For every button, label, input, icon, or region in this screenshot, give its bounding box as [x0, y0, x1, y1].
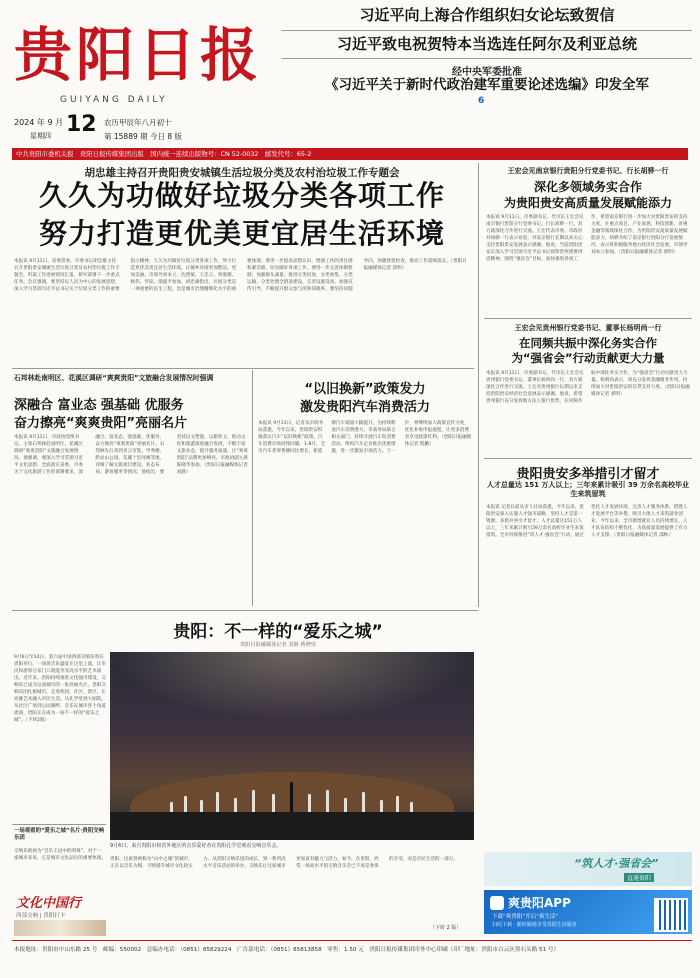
issue-date: 2024 年 9 月 [14, 118, 64, 127]
masthead-title [14, 12, 264, 98]
right-article-2-body: 本报讯 9月11日，市委副书记、代市长王宏会见贵州银行党委书记、董事长杨明尚一行，双方就深化合作进行交流。王宏对贵州银行长期以来支持贵阳贵安经济社会发展表示感谢。他说，希望贵州银行充分发挥地方法人银行优势，在同频共振中深化务实合作，为“强省会”行动贡献更大力量。杨明尚表示，将充分发挥金融服务作用，持续加大对贵阳贵安的信贷支持力度。（贵阳日报融媒体记者 郭明） [486, 371, 690, 404]
right-article-2-kicker: 王宏会见贵州银行党委书记、董事长杨明尚一行 [514, 324, 662, 332]
issue-number: 第 15889 期 今日 8 版 [104, 132, 183, 141]
headline-military[interactable]: 《习近平关于新时代政治建军重要论述选编》印发全军 [325, 77, 649, 93]
divider [484, 458, 692, 459]
stage-lights [110, 652, 474, 722]
vertical-divider [252, 370, 253, 606]
mid-left-kicker: 石邦林赴南明区、花溪区调研“爽爽贵阳”文旅融合发展情况时强调 [14, 374, 214, 382]
right-article-2-title-1[interactable]: 在同频共振中深化务实合作 [519, 336, 657, 350]
continue-note[interactable]: （下转 2 版） [430, 925, 462, 931]
feature-body: 9月6日至14日，第六届中国西部交响乐周在贵阳举行。一场场音乐盛宴在这里上演，让市民和游客在家门口就能享受高水平的艺术演出。近年来，贵阳持续推进文化强市建设，交响乐已成为这座城市的一张亮丽名片。贵阳交响乐团扎根城市，走进校园、社区、景区，让高雅艺术融入市民生活。从孔学堂到大剧院，从社区广场到公园湖畔，音乐在城市各个角落流淌，贵阳正在成为一座不一样的“爱乐之城”。（下转2版） [14, 655, 106, 723]
feature-title[interactable]: 贵阳：不一样的“爱乐之城” [173, 622, 383, 642]
lead-body: 本报讯 9月11日，省委常委、市委书记胡忠雄主持召开贵阳贵安城镇生活垃圾分类及农村治垃圾工作专题会，听取工作进展情况汇报，研究部署下一步重点任务。会议强调，要坚持以人民为中心的发展思想，深入学习贯彻习近平总书记关于垃圾分类工作的重要指示精神，久久为功做好垃圾分类各项工作，努力打造更优美更宜居生活环境，让城乡环境更加整洁、更加美丽。市领导刘本立、沈建斌、王忠云、周康德、杨伟、罗琼、梁盛平参加。胡忠雄指出，垃圾分类是一项重要的民生工程，也是城市治理精细化水平的重要体现。要进一步提高思想认识，增强工作的责任感和紧迫感，切实做好各项工作。要进一步完善体制机制，加强源头减量，推进分类投放、分类收集、分类运输、分类处理全链条建设，完善设施设备，加强宣传引导，不断提升群众参与度和知晓率。要坚持问题导向，加强督促检查，推动工作落细落实。（贵阳日报融媒体记者 郭明） [14, 259, 467, 292]
mid-center-body: 本报讯 9月11日，记者从市商务局获悉，今年以来，贵阳贵安积极落实汽车“以旧换新”政策，汽车消费市场持续回暖。1-8月，全市汽车类零售额同比增长，新能源汽车销量大幅提升。为持续释放汽车消费潜力，市商务局联合相关部门，持续开展汽车促消费活动，组织汽车企业推出优惠措施，进一步激发市场活力。下一步，将继续加大政策宣传力度，优化补贴申报流程，让更多消费者享受政策红利。（贵阳日报融媒体记者 程鹏） [258, 421, 472, 454]
divider [484, 318, 692, 319]
culture-ad-body: 交响乐被视为“音乐王冠中的明珠”。对于一座城市来说，它是城市文化品位的重要体现。 [14, 849, 106, 861]
mid-center-title-2[interactable]: 激发贵阳汽车消费活力 [299, 400, 430, 415]
app-banner[interactable] [484, 890, 692, 934]
lead-kicker: 胡忠雄主持召开贵阳贵安城镇生活垃圾分类及农村治垃圾工作专题会 [84, 167, 400, 179]
divider [12, 610, 478, 611]
right-article-3-sub: 人才总量达 151 万人以上；三年来累计吸引 39 万余名高校毕业生来筑留筑 [486, 481, 690, 498]
right-article-3-title[interactable]: 贵阳贵安多举措引才留才 [516, 467, 660, 482]
audience [110, 812, 474, 840]
headline-sco-women-forum[interactable]: 习近平向上海合作组织妇女论坛致贺信 [359, 6, 615, 24]
footer-text: 本报地址：贵阳市中山东路 25 号 邮编：550002 总编办电话：（0851）85829224 广告部电话：（0851）85813858 零售：1.50 元 贵阳日报传媒集团印务中心印刷（印厂地址：贵阳市白云区黑石头路 51 号） [14, 947, 560, 953]
right-article-3-body: 本报讯 记者日前从市人社局获悉，今年以来，贵阳贵安深入实施人才强市战略，坚持人才是第一资源，多措并举引才留才，人才总量达151万人以上，三年来累计吸引39万余名高校毕业生来筑留筑。全市持续推进“筑人才·强省会”行动，通过优化人才发展环境、完善人才服务体系、搭建人才发展平台等举措，吸引大批人才来筑就业创业。今年以来，全市新增就业人员持续增长，人才队伍结构不断优化，为高质量发展提供了有力人才支撑。（贵阳日报融媒体记者 邵秋） [486, 505, 688, 538]
lead-title-2[interactable]: 努力打造更优美更宜居生活环境 [38, 217, 445, 250]
app-title: 爽贵阳APP [508, 896, 571, 910]
divider [12, 824, 106, 825]
mid-left-title-2[interactable]: 奋力擦亮“爽爽贵阳”亮丽名片 [14, 416, 188, 431]
footer-rule [12, 940, 692, 941]
culture-ad-title[interactable]: 文化中国行 [16, 896, 82, 911]
newspaper-logo: 贵阳日报 [14, 21, 263, 89]
feature-byline: 贵阳日报融媒体记者 刘静 蒋晓男 [240, 642, 316, 648]
masthead-strip-text: 中共贵阳市委机关报 贵阳日报传媒集团出版 国内统一连续出版物号：CN 52-0032 邮发代号：65-2 [16, 150, 312, 158]
mid-left-body: 本报讯 9月11日，市政协党组书记、主席石邦林赴南明区、花溪区调研“爽爽贵阳”文旅融合发展情况。他强调，要深入学习贯彻习近平文化思想，全面落实省委、市委关于文化旅游工作的部署要求，深融合、富业态、强基础、优服务，奋力擦亮“爽爽贵阳”亮丽名片。石邦林先后来到青云市集、甲秀楼、黔灵山公园、花溪十里河滩等地，详细了解文旅项目建设、业态布局、游客服务等情况。他指出，要坚持以文塑旅、以旅彰文，推动文化和旅游深度融合发展，不断丰富文旅业态，提升服务质量，让“爽爽贵阳”品牌更加响亮。市政协副主席陈晓华参加。（贵阳日报融媒体记者 刘静） [14, 435, 248, 475]
mid-left-title-1[interactable]: 深融合 富业态 强基础 优服务 [14, 398, 184, 413]
app-line-2: 扫码下载 · 随时随地享受贵阳生活服务 [492, 922, 577, 928]
talent-banner-line-2: 直通贵阳 [624, 873, 654, 882]
headline-kicker: 经中央军委批准 [452, 67, 522, 78]
qr-code-icon[interactable] [654, 898, 688, 932]
divider [282, 58, 692, 59]
feature-body-cont: 贵阳，这座曾被称为“山中之城”的城市，正在以音乐为媒，不断提升城市文化软实力。从贵阳交响乐团的成长，到一系列高水平音乐活动的举办，交响乐让这座城市更加富有魅力与活力。如今，在贵阳，欣赏一场高水平的交响音乐会已不再是奢侈的享受，而是市民生活的一部分。 [110, 857, 458, 869]
feature-caption: 9月6日，来自贵阳市和省外地区的音乐爱好者在贵阳孔学堂观看交响音乐会。 [110, 843, 282, 849]
orchestra-photo [110, 652, 474, 840]
right-article-1-title-1[interactable]: 深化多领域务实合作 [533, 180, 642, 194]
right-article-1-body: 本报讯 9月11日，市委副书记、代市长王宏会见南京银行贵阳分行党委书记、行长胡骅一行，双方就深化合作进行交流。王宏代表市委、市政府对胡骅一行表示欢迎，对南京银行长期以来关心支持贵阳贵安发展表示感谢。他说，当前贵阳贵安正深入学习贯彻习近平总书记视察贵州重要讲话精神，围绕“强省会”目标，加快推进各项工作，希望南京银行进一步加大对贵阳贵安的支持力度，在重点项目、产业发展、科技创新、普惠金融等领域深化合作，为贵阳贵安高质量发展赋能添力。胡骅介绍了南京银行贵阳分行发展情况，表示将积极服务地方经济社会发展。市领导刘本立参加。（贵阳日报融媒体记者 郭明） [486, 215, 688, 262]
issue-day-number: 12 [66, 112, 97, 137]
right-article-1-title-2[interactable]: 为贵阳贵安高质量发展赋能添力 [503, 196, 672, 210]
culture-ad-sub: 西部交响 | 贵阳打卡 [16, 913, 66, 919]
headline-algeria[interactable]: 习近平致电祝贺特本当选连任阿尔及利亚总统 [336, 35, 637, 53]
culture-ad-kicker: 一场观看的“爱乐之城”名片·贵阳交响乐团 [14, 828, 104, 841]
right-article-1-kicker: 王宏会见南京银行贵阳分行党委书记、行长胡骅一行 [507, 167, 669, 175]
page-ref[interactable]: 6 [478, 96, 485, 106]
lunar-date: 农历甲辰年八月初十 [104, 118, 172, 127]
divider [12, 368, 474, 369]
mid-center-title-1[interactable]: “以旧换新”政策发力 [304, 382, 426, 397]
issue-weekday: 星期四 [30, 132, 51, 140]
right-article-2-title-2[interactable]: 为“强省会”行动贡献更大力量 [511, 351, 665, 365]
masthead-subtitle: GUIYANG DAILY [60, 95, 168, 105]
talent-banner-line-1: “筑人才·强省会” [574, 857, 659, 870]
divider [282, 30, 692, 31]
app-line-1: 下载“爽贵阳”开启“爽生活” [492, 914, 559, 920]
culture-ad-image [14, 920, 106, 936]
talent-banner[interactable] [484, 852, 692, 886]
lead-title-1[interactable]: 久久为功做好垃圾分类各项工作 [38, 179, 445, 212]
app-icon [490, 896, 504, 910]
vertical-divider [478, 163, 479, 607]
